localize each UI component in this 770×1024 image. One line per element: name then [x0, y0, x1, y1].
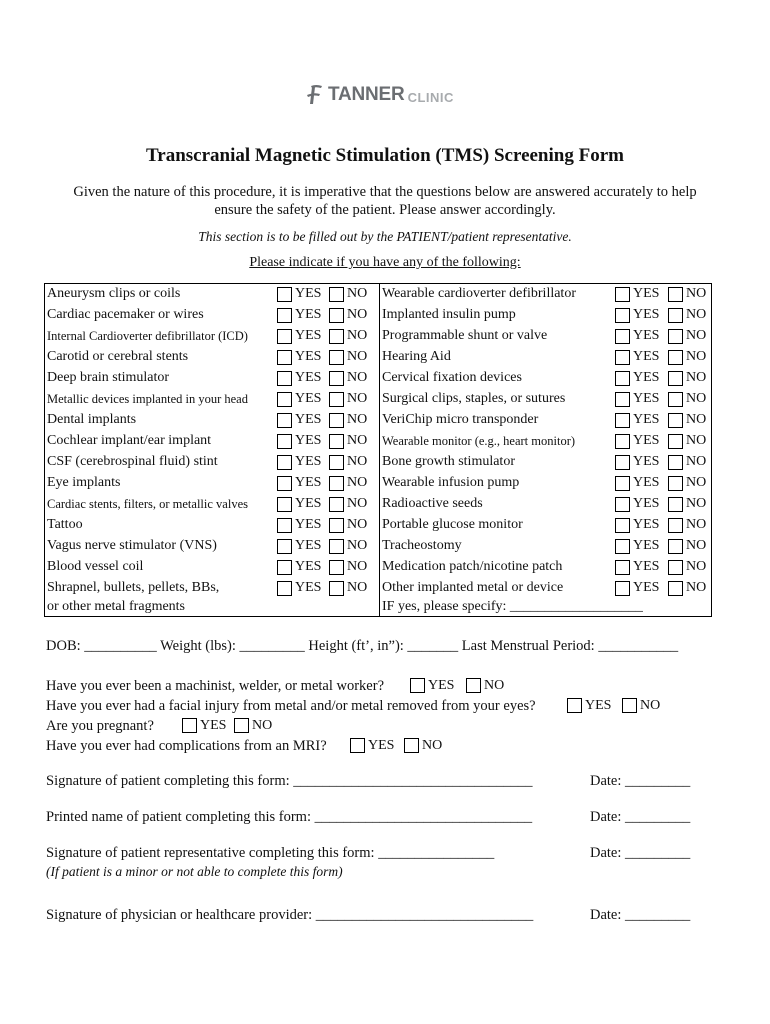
- no-label: NO: [347, 391, 368, 406]
- right_items-no-checkbox[interactable]: [668, 476, 683, 491]
- left_items-no-checkbox[interactable]: [329, 581, 344, 596]
- left_items-item-label: Eye implants: [47, 475, 121, 490]
- no-label: NO: [347, 496, 368, 511]
- yes-label: YES: [633, 391, 660, 406]
- question-no-checkbox[interactable]: [466, 678, 481, 693]
- left_items-item-label: Cardiac pacemaker or wires: [47, 307, 204, 322]
- no-label: NO: [347, 454, 368, 469]
- right_items-item-label: VeriChip micro transponder: [382, 412, 539, 427]
- logo-word-clinic: CLINIC: [407, 89, 454, 105]
- patient-info-fields: DOB: __________ Weight (lbs): _________ Height (ft’, in”): _______ Last Menstrual Period: ___________: [46, 638, 679, 654]
- yes-label: YES: [295, 559, 322, 574]
- yes-label: YES: [295, 580, 322, 595]
- left_items-item-label: Dental implants: [47, 412, 137, 427]
- date-line[interactable]: Date: _________: [590, 907, 691, 923]
- left_items-no-checkbox[interactable]: [329, 434, 344, 449]
- no-label: NO: [640, 698, 661, 713]
- yes-label: YES: [295, 349, 322, 364]
- right_items-item-label: Wearable infusion pump: [382, 475, 520, 490]
- left_items-yes-checkbox[interactable]: [277, 497, 292, 512]
- left_items-item-label: Metallic devices implanted in your head: [47, 392, 248, 406]
- date-line[interactable]: Date: _________: [590, 773, 691, 789]
- right_items-no-checkbox[interactable]: [668, 350, 683, 365]
- question-yes-checkbox[interactable]: [567, 698, 582, 713]
- yes-label: YES: [295, 328, 322, 343]
- right_items-item-label: Cervical fixation devices: [382, 370, 522, 385]
- right_items-item-label: Programmable shunt or valve: [382, 328, 548, 343]
- left_items-item-label: Vagus nerve stimulator (VNS): [47, 538, 217, 553]
- yes-label: YES: [295, 433, 322, 448]
- left_items-no-checkbox[interactable]: [329, 287, 344, 302]
- right_items-yes-checkbox[interactable]: [615, 539, 630, 554]
- no-label: NO: [347, 475, 368, 490]
- right_items-item-label: Tracheostomy: [382, 538, 462, 553]
- left_items-yes-checkbox[interactable]: [277, 581, 292, 596]
- yes-label: YES: [295, 496, 322, 511]
- question-text: Have you ever had complications from an MRI?: [46, 738, 327, 754]
- signature-line[interactable]: Signature of patient completing this form: _________________________________: [46, 773, 533, 789]
- right_items-item-label: Implanted insulin pump: [382, 307, 516, 322]
- right_items-no-checkbox[interactable]: [668, 308, 683, 323]
- right_items-yes-checkbox[interactable]: [615, 497, 630, 512]
- left_items-no-checkbox[interactable]: [329, 392, 344, 407]
- right_items-yes-checkbox[interactable]: [615, 413, 630, 428]
- form-title: Transcranial Magnetic Stimulation (TMS) Screening Form: [146, 145, 624, 166]
- yes-label: YES: [295, 391, 322, 406]
- no-label: NO: [347, 580, 368, 595]
- right_items-no-checkbox[interactable]: [668, 413, 683, 428]
- no-label: NO: [686, 286, 707, 301]
- no-label: NO: [422, 738, 443, 753]
- right_items-item-label: Other implanted metal or device: [382, 580, 564, 595]
- left_items-no-checkbox[interactable]: [329, 308, 344, 323]
- yes-label: YES: [633, 286, 660, 301]
- yes-label: YES: [295, 454, 322, 469]
- no-label: NO: [252, 718, 273, 733]
- right_items-no-checkbox[interactable]: [668, 560, 683, 575]
- right_items-yes-checkbox[interactable]: [615, 392, 630, 407]
- yes-label: YES: [295, 286, 322, 301]
- yes-label: YES: [295, 412, 322, 427]
- no-label: NO: [686, 307, 707, 322]
- left_items-item-label: Aneurysm clips or coils: [47, 286, 181, 301]
- no-label: NO: [686, 538, 707, 553]
- right_items-no-checkbox[interactable]: [668, 497, 683, 512]
- right_items-yes-checkbox[interactable]: [615, 455, 630, 470]
- right_items-no-checkbox[interactable]: [668, 518, 683, 533]
- right_items-item-label: Medication patch/nicotine patch: [382, 559, 563, 574]
- no-label: NO: [686, 454, 707, 469]
- left_items-no-checkbox[interactable]: [329, 455, 344, 470]
- right_items-item-label: Portable glucose monitor: [382, 517, 523, 532]
- left_items-item-label: CSF (cerebrospinal fluid) stint: [47, 454, 218, 469]
- yes-label: YES: [633, 328, 660, 343]
- right_items-no-checkbox[interactable]: [668, 455, 683, 470]
- left_items-yes-checkbox[interactable]: [277, 371, 292, 386]
- date-line[interactable]: Date: _________: [590, 845, 691, 861]
- right_items-yes-checkbox[interactable]: [615, 350, 630, 365]
- left_items-no-checkbox[interactable]: [329, 518, 344, 533]
- right_items-no-checkbox[interactable]: [668, 371, 683, 386]
- yes-label: YES: [633, 559, 660, 574]
- question-yes-checkbox[interactable]: [182, 718, 197, 733]
- no-label: NO: [686, 475, 707, 490]
- left_items-item-label-line2: or other metal fragments: [47, 599, 186, 614]
- yes-label: YES: [633, 496, 660, 511]
- yes-label: YES: [295, 307, 322, 322]
- right_items-yes-checkbox[interactable]: [615, 329, 630, 344]
- no-label: NO: [686, 517, 707, 532]
- right_items-yes-checkbox[interactable]: [615, 476, 630, 491]
- right_items-no-checkbox[interactable]: [668, 329, 683, 344]
- no-label: NO: [347, 370, 368, 385]
- right_items-item-label-line2: IF yes, please specify: ___________________: [382, 599, 643, 614]
- left_items-no-checkbox[interactable]: [329, 476, 344, 491]
- yes-label: YES: [633, 433, 660, 448]
- signature-line[interactable]: Signature of physician or healthcare provider: ______________________________: [46, 907, 534, 923]
- right_items-yes-checkbox[interactable]: [615, 560, 630, 575]
- right_items-no-checkbox[interactable]: [668, 392, 683, 407]
- left_items-no-checkbox[interactable]: [329, 497, 344, 512]
- no-label: NO: [686, 328, 707, 343]
- question-no-checkbox[interactable]: [404, 738, 419, 753]
- tanner-logo-mark-icon: [305, 83, 325, 107]
- yes-label: YES: [633, 307, 660, 322]
- right_items-item-label: Radioactive seeds: [382, 496, 483, 511]
- question-yes-checkbox[interactable]: [410, 678, 425, 693]
- no-label: NO: [686, 496, 707, 511]
- left_items-item-label: Shrapnel, bullets, pellets, BBs,: [47, 580, 220, 595]
- left_items-yes-checkbox[interactable]: [277, 287, 292, 302]
- left_items-no-checkbox[interactable]: [329, 560, 344, 575]
- no-label: NO: [686, 412, 707, 427]
- yes-label: YES: [295, 538, 322, 553]
- screening-checklist: [44, 283, 712, 617]
- no-label: NO: [347, 412, 368, 427]
- yes-label: YES: [295, 517, 322, 532]
- right_items-yes-checkbox[interactable]: [615, 581, 630, 596]
- yes-label: YES: [633, 370, 660, 385]
- left_items-yes-checkbox[interactable]: [277, 560, 292, 575]
- yes-label: YES: [633, 412, 660, 427]
- signature-line[interactable]: Signature of patient representative completing this form: ________________: [46, 845, 495, 861]
- yes-label: YES: [295, 475, 322, 490]
- patient-note: This section is to be filled out by the PATIENT/patient representative.: [198, 229, 572, 244]
- left_items-yes-checkbox[interactable]: [277, 392, 292, 407]
- no-label: NO: [686, 349, 707, 364]
- left_items-yes-checkbox[interactable]: [277, 434, 292, 449]
- left_items-yes-checkbox[interactable]: [277, 539, 292, 554]
- yes-label: YES: [633, 517, 660, 532]
- no-label: NO: [347, 307, 368, 322]
- left_items-item-label: Cochlear implant/ear implant: [47, 433, 212, 448]
- right_items-yes-checkbox[interactable]: [615, 434, 630, 449]
- right_items-yes-checkbox[interactable]: [615, 518, 630, 533]
- left_items-item-label: Internal Cardioverter defibrillator (ICD): [47, 329, 248, 343]
- date-line[interactable]: Date: _________: [590, 809, 691, 825]
- right_items-yes-checkbox[interactable]: [615, 308, 630, 323]
- left_items-item-label: Blood vessel coil: [47, 559, 144, 574]
- left_items-yes-checkbox[interactable]: [277, 476, 292, 491]
- no-label: NO: [347, 517, 368, 532]
- yes-label: YES: [585, 698, 612, 713]
- tanner-clinic-logo: [305, 82, 454, 108]
- right_items-item-label: Wearable cardioverter defibrillator: [382, 286, 576, 301]
- yes-label: YES: [633, 349, 660, 364]
- left_items-item-label: Carotid or cerebral stents: [47, 349, 189, 364]
- yes-label: YES: [428, 678, 455, 693]
- left_items-yes-checkbox[interactable]: [277, 518, 292, 533]
- right_items-no-checkbox[interactable]: [668, 434, 683, 449]
- question-no-checkbox[interactable]: [234, 718, 249, 733]
- yes-label: YES: [200, 718, 227, 733]
- no-label: NO: [347, 349, 368, 364]
- yes-label: YES: [633, 454, 660, 469]
- right_items-item-label: Wearable monitor (e.g., heart monitor): [382, 434, 576, 448]
- left_items-no-checkbox[interactable]: [329, 539, 344, 554]
- right_items-item-label: Hearing Aid: [382, 349, 451, 364]
- no-label: NO: [347, 559, 368, 574]
- right_items-no-checkbox[interactable]: [668, 581, 683, 596]
- right_items-item-label: Surgical clips, staples, or sutures: [382, 391, 566, 406]
- left_items-yes-checkbox[interactable]: [277, 455, 292, 470]
- left_items-no-checkbox[interactable]: [329, 371, 344, 386]
- yes-label: YES: [295, 370, 322, 385]
- left_items-item-label: Tattoo: [47, 517, 83, 532]
- left_items-yes-checkbox[interactable]: [277, 308, 292, 323]
- no-label: NO: [686, 580, 707, 595]
- left_items-yes-checkbox[interactable]: [277, 329, 292, 344]
- no-label: NO: [347, 433, 368, 448]
- right_items-no-checkbox[interactable]: [668, 287, 683, 302]
- signature-line[interactable]: Printed name of patient completing this form: ______________________________: [46, 809, 533, 825]
- right_items-no-checkbox[interactable]: [668, 539, 683, 554]
- yes-label: YES: [633, 580, 660, 595]
- no-label: NO: [686, 370, 707, 385]
- left_items-no-checkbox[interactable]: [329, 350, 344, 365]
- question-yes-checkbox[interactable]: [350, 738, 365, 753]
- left_items-item-label: Cardiac stents, filters, or metallic valves: [47, 497, 248, 511]
- left_items-yes-checkbox[interactable]: [277, 350, 292, 365]
- indicate-heading: Please indicate if you have any of the following:: [249, 255, 521, 270]
- no-label: NO: [484, 678, 505, 693]
- question-no-checkbox[interactable]: [622, 698, 637, 713]
- left_items-no-checkbox[interactable]: [329, 329, 344, 344]
- right_items-yes-checkbox[interactable]: [615, 371, 630, 386]
- no-label: NO: [347, 538, 368, 553]
- no-label: NO: [347, 286, 368, 301]
- question-text: Have you ever had a facial injury from metal and/or metal removed from your eyes?: [46, 698, 536, 714]
- no-label: NO: [347, 328, 368, 343]
- yes-label: YES: [633, 538, 660, 553]
- signature-note: (If patient is a minor or not able to complete this form): [46, 864, 343, 879]
- question-text: Have you ever been a machinist, welder, or metal worker?: [46, 678, 385, 694]
- right_items-item-label: Bone growth stimulator: [382, 454, 515, 469]
- logo-word-tanner: TANNER: [328, 84, 405, 105]
- question-text: Are you pregnant?: [46, 718, 154, 734]
- intro-text: Given the nature of this procedure, it is imperative that the questions below are answered accurately to help ensure the safety of the patient. Please answer accordingly.: [73, 184, 697, 218]
- left_items-no-checkbox[interactable]: [329, 413, 344, 428]
- no-label: NO: [686, 433, 707, 448]
- no-label: NO: [686, 559, 707, 574]
- column-divider: [379, 284, 380, 616]
- right_items-yes-checkbox[interactable]: [615, 287, 630, 302]
- no-label: NO: [686, 391, 707, 406]
- left_items-yes-checkbox[interactable]: [277, 413, 292, 428]
- left_items-item-label: Deep brain stimulator: [47, 370, 170, 385]
- yes-label: YES: [368, 738, 395, 753]
- yes-label: YES: [633, 475, 660, 490]
